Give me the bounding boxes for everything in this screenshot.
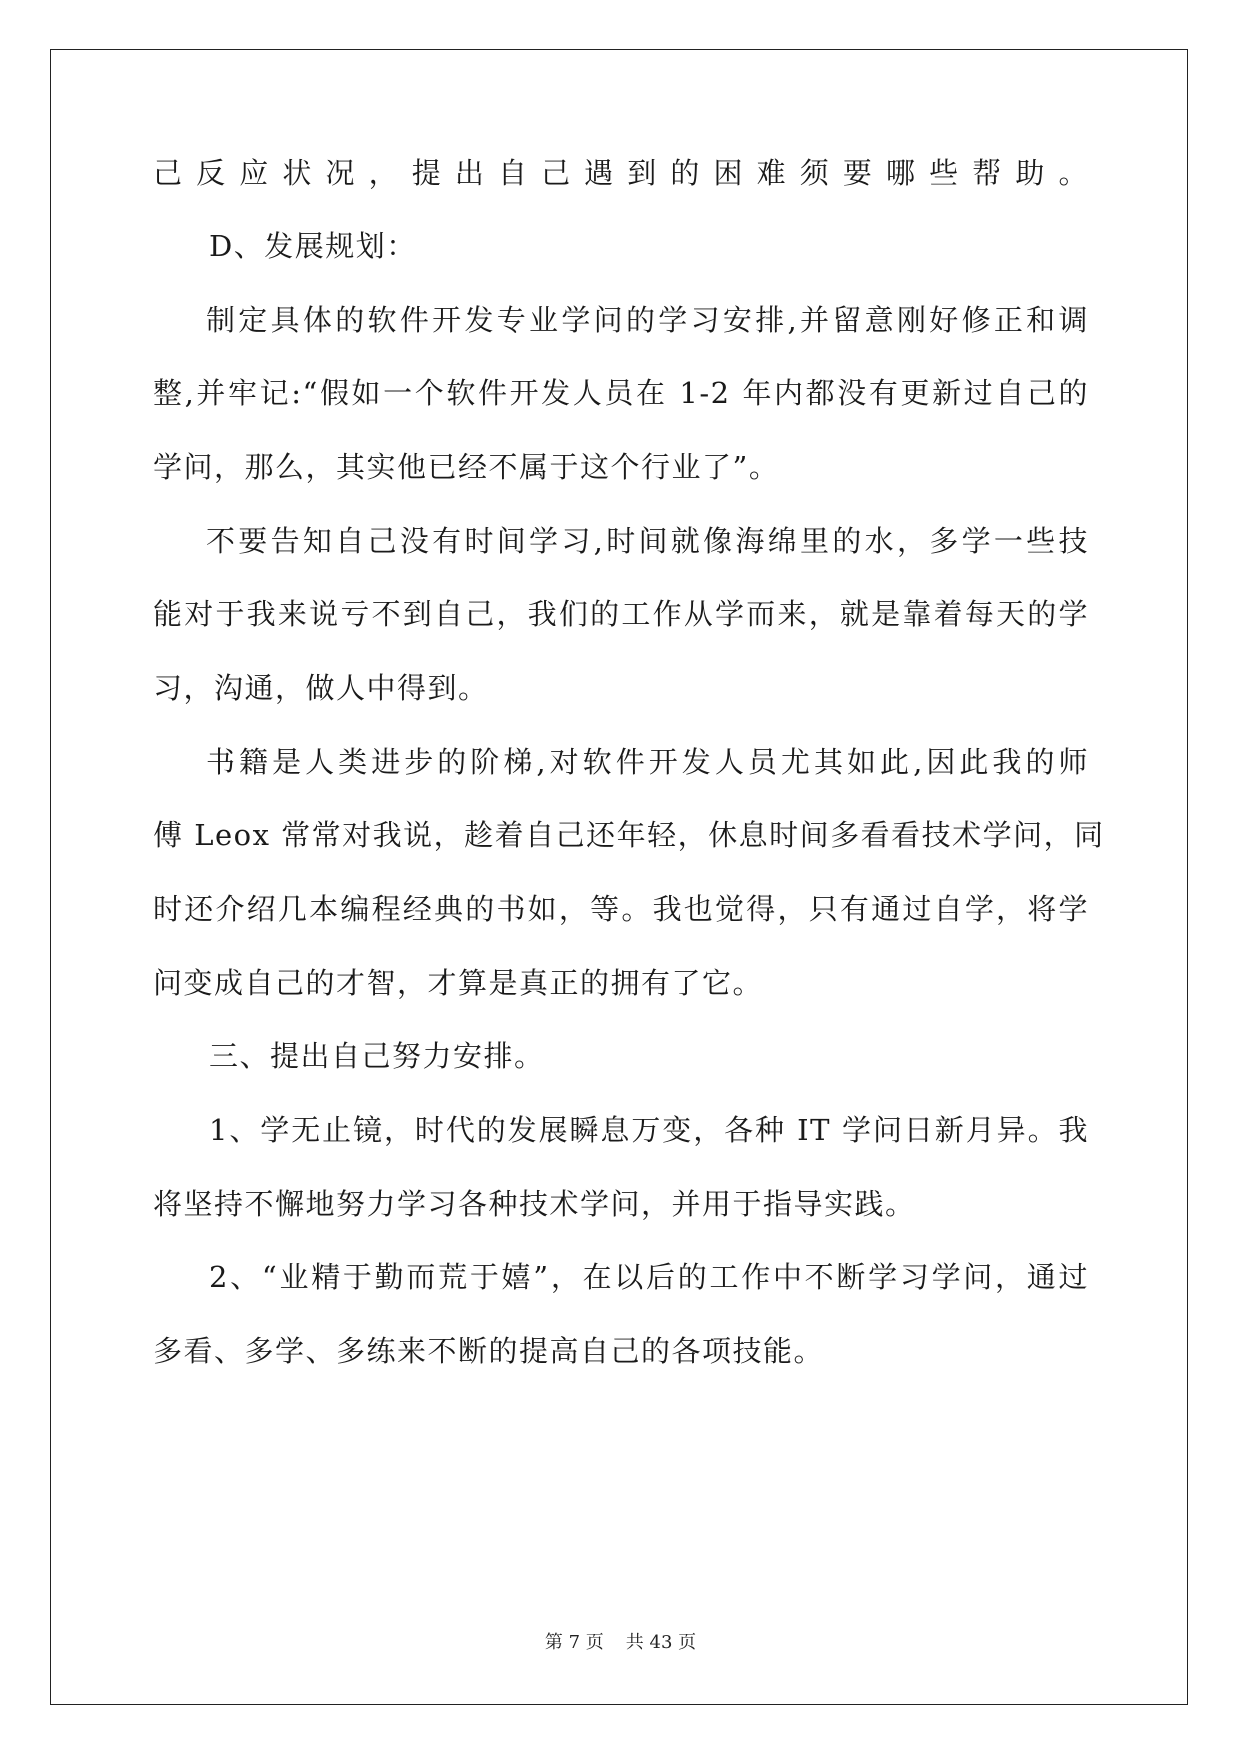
text-line: 将坚持不懈地努力学习各种技术学问，并用于指导实践。 <box>153 1187 916 1221</box>
text-line: 1、学无止镜，时代的发展瞬息万变，各种 IT 学问日新月异。我 <box>209 1113 1089 1147</box>
text-line: 整,并牢记:“假如一个软件开发人员在 1-2 年内都没有更新过自己的 <box>153 376 1089 410</box>
text-line: 问变成自己的才智，才算是真正的拥有了它。 <box>153 966 764 1000</box>
text-line: 习，沟通，做人中得到。 <box>153 671 489 705</box>
text-line: 制定具体的软件开发专业学问的学习安排,并留意刚好修正和调 <box>206 303 1089 337</box>
page-footer <box>0 1628 1241 1654</box>
page-total: 共 43 页 <box>625 1632 697 1653</box>
section-heading: 三、提出自己努力安排。 <box>209 1039 545 1073</box>
text-line: 多看、多学、多练来不断的提高自己的各项技能。 <box>153 1334 825 1368</box>
text-line: 学问，那么，其实他已经不属于这个行业了”。 <box>153 450 780 484</box>
text-line: 2、“业精于勤而荒于嬉”，在以后的工作中不断学习学问，通过 <box>209 1260 1089 1294</box>
page-number: 第 7 页 <box>544 1632 604 1653</box>
text-line: 时还介绍几本编程经典的书如，等。我也觉得，只有通过自学，将学 <box>153 892 1089 926</box>
text-line: 己反应状况，提出自己遇到的困难须要哪些帮助。 <box>153 156 1089 190</box>
text-line: 傅 Leox 常常对我说，趁着自己还年轻，休息时间多看看技术学问，同 <box>153 818 1105 852</box>
section-heading: D、发展规划： <box>209 229 417 263</box>
page-border <box>50 49 1188 1705</box>
text-line: 不要告知自己没有时间学习,时间就像海绵里的水，多学一些技 <box>206 524 1089 558</box>
text-line: 书籍是人类进步的阶梯,对软件开发人员尤其如此,因此我的师 <box>206 745 1089 779</box>
text-line: 能对于我来说亏不到自己，我们的工作从学而来，就是靠着每天的学 <box>153 597 1089 631</box>
